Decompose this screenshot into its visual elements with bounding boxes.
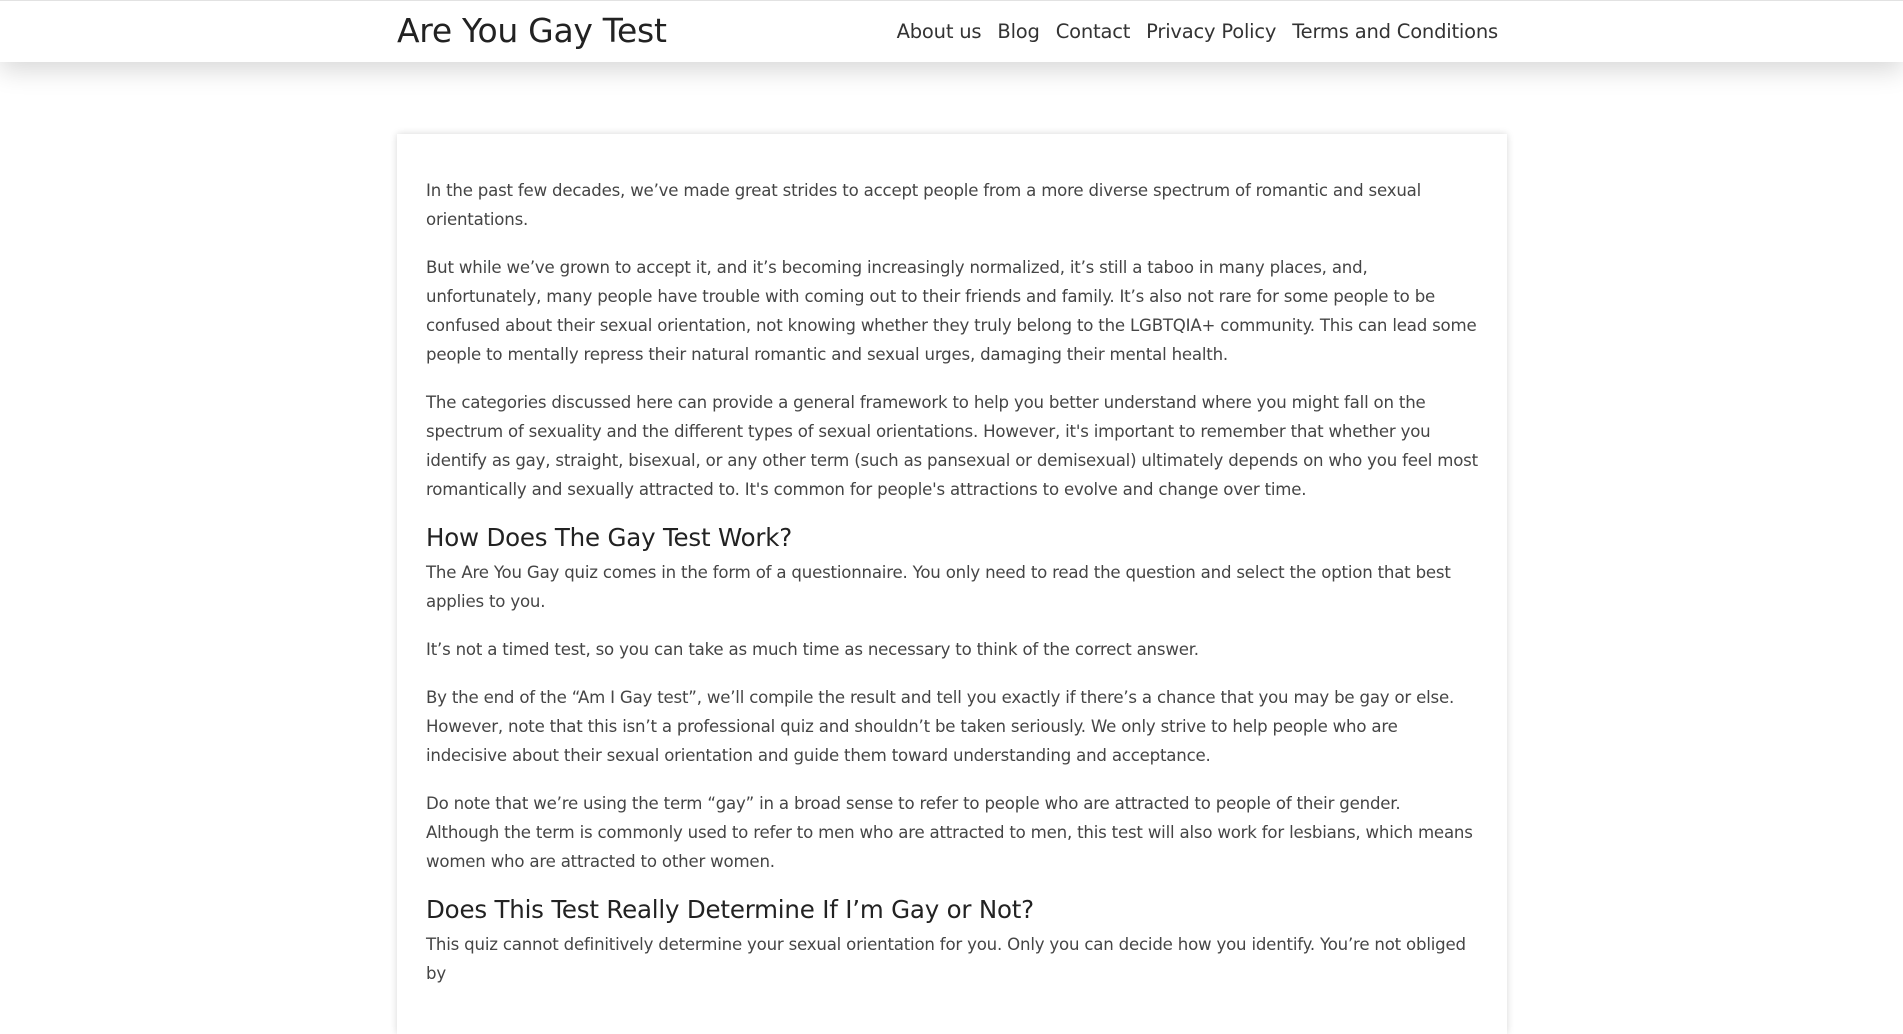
site-header — [0, 0, 1903, 62]
main-nav — [897, 20, 1498, 44]
article-card — [397, 134, 1507, 1034]
nav-link-privacy-policy[interactable]: Privacy Policy — [1146, 20, 1277, 43]
nav-link-blog[interactable]: Blog — [997, 20, 1040, 43]
section-heading-does-test-determine: Does This Test Really Determine If I’m Gay or Not? — [426, 895, 1034, 924]
determine-paragraph-1: This quiz cannot definitively determine your sexual orientation for you. Only you can decide how you identify. You’re not obliged by — [426, 935, 1466, 983]
intro-paragraph-2: But while we’ve grown to accept it, and it’s becoming increasingly normalized, it’s still a taboo in many places, and, unfortunately, many people have trouble with coming out to their friends and family. It’s also not rare for some people to be confused about their sexual orientation, not knowing whether they truly belong to the LGBTQIA+ community. This can lead some people to mentally repress their natural romantic and sexual urges, damaging their mental health. — [426, 258, 1477, 364]
how-it-works-paragraph-1: The Are You Gay quiz comes in the form of a questionnaire. You only need to read the question and select the option that best applies to you. — [426, 563, 1451, 611]
section-heading-how-test-works: How Does The Gay Test Work? — [426, 523, 793, 552]
how-it-works-paragraph-2: It’s not a timed test, so you can take as much time as necessary to think of the correct answer. — [426, 640, 1199, 659]
site-brand-link[interactable]: Are You Gay Test — [397, 11, 667, 50]
nav-link-terms-and-conditions[interactable]: Terms and Conditions — [1292, 20, 1498, 43]
nav-link-about-us[interactable]: About us — [896, 20, 982, 43]
how-it-works-paragraph-4: Do note that we’re using the term “gay” in a broad sense to refer to people who are attracted to people of their gender. Although the term is commonly used to refer to men who are attracted to men, this test will also work for lesbians, which means women who are attracted to other women. — [426, 794, 1473, 871]
intro-paragraph-1: In the past few decades, we’ve made great strides to accept people from a more diverse spectrum of romantic and sexual orientations. — [426, 181, 1422, 229]
how-it-works-paragraph-3: By the end of the “Am I Gay test”, we’ll compile the result and tell you exactly if there’s a chance that you may be gay or else. However, note that this isn’t a professional quiz and shouldn’t be taken seriously. We only strive to help people who are indecisive about their sexual orientation and guide them toward understanding and acceptance. — [426, 688, 1455, 765]
nav-link-contact[interactable]: Contact — [1055, 20, 1131, 43]
intro-paragraph-3: The categories discussed here can provide a general framework to help you better understand where you might fall on the spectrum of sexuality and the different types of sexual orientations. However, it's important to remember that whether you identify as gay, straight, bisexual, or any other term (such as pansexual or demisexual) ultimately depends on who you feel most romantically and sexually attracted to. It's common for people's attractions to evolve and change over time. — [426, 393, 1478, 499]
